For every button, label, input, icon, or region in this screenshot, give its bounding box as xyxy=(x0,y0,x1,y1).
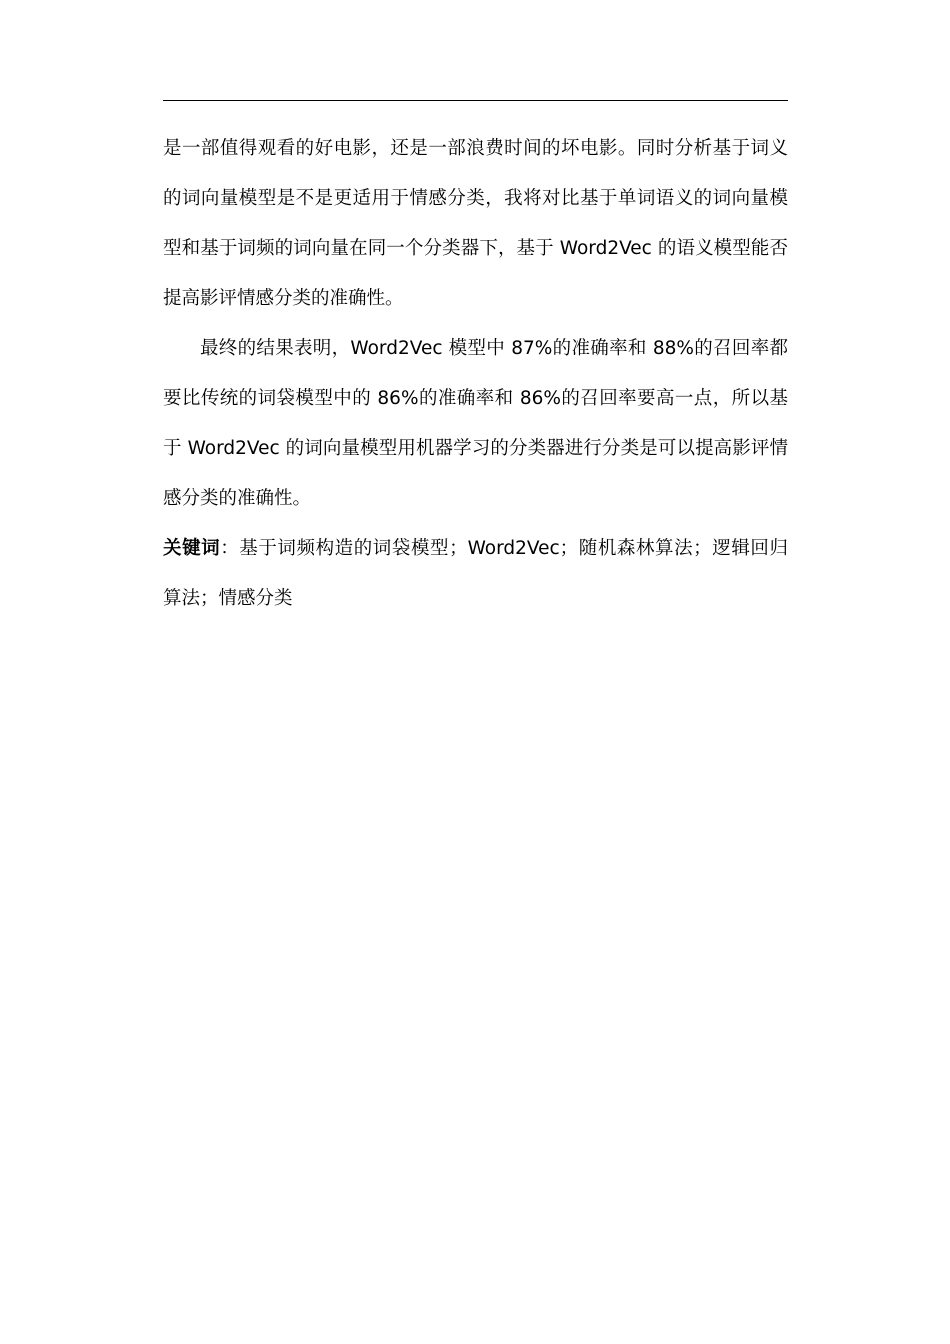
document-body xyxy=(163,124,788,624)
keywords-line xyxy=(163,524,788,624)
header-rule xyxy=(163,100,788,101)
keywords-text: ：基于词频构造的词袋模型；Word2Vec；随机森林算法；逻辑回归算法；情感分类 xyxy=(163,538,788,609)
keywords-label: 关键词 xyxy=(163,538,221,559)
body-paragraph: 是一部值得观看的好电影，还是一部浪费时间的坏电影。同时分析基于词义的词向量模型是不是更适用于情感分类，我将对比基于单词语义的词向量模型和基于词频的词向量在同一个分类器下，基于 Word2Vec 的语义模型能否提高影评情感分类的准确性。 xyxy=(163,138,788,309)
body-paragraph: 最终的结果表明，Word2Vec 模型中 87%的准确率和 88%的召回率都要比传统的词袋模型中的 86%的准确率和 86%的召回率要高一点，所以基于 Word2Vec 的词向量模型用机器学习的分类器进行分类是可以提高影评情感分类的准确性。 xyxy=(163,338,788,509)
